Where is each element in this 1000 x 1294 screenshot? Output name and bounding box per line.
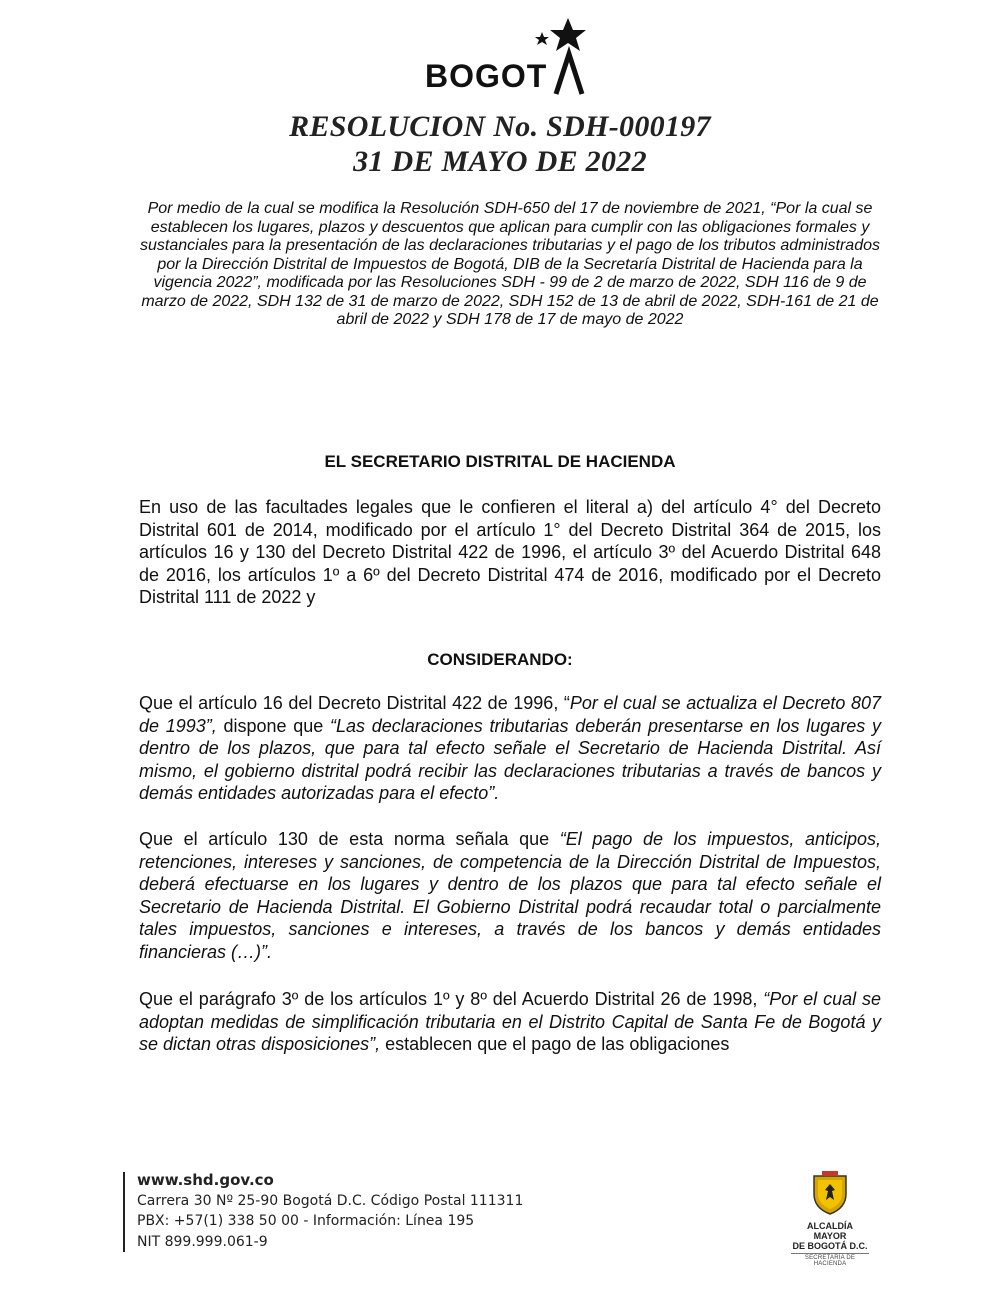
coat-of-arms-icon bbox=[810, 1170, 850, 1216]
footer-address: Carrera 30 Nº 25-90 Bogotá D.C. Código Postal 111311 bbox=[137, 1192, 524, 1209]
considering-paragraph-3 bbox=[139, 988, 881, 1056]
considering-paragraph-2 bbox=[139, 828, 881, 963]
logo-star-icon bbox=[422, 14, 592, 100]
p1-text-c: dispone que bbox=[216, 715, 331, 736]
p1-quote: “Las declaraciones tributarias deberán presentarse en los lugares y dentro de los plazos, que para tal efecto señale el Secretario de Hacienda Distrital. Así mismo, el gobierno distrital podrá recibir las declaraciones tributarias a través de bancos y demás entidades autorizadas para el efecto”. bbox=[139, 715, 882, 803]
p3-text-a: Que el parágrafo 3º de los artículos 1º y 8º del Acuerdo Distrital 26 de 1998, bbox=[139, 989, 764, 1009]
powers-paragraph: En uso de las facultades legales que le confieren el literal a) del artículo 4° del Decreto Distrital 601 de 2014, modificado por el artículo 1° del Decreto Distrital 364 de 2015, los artículos 16 y 130 del Decreto Distrital 422 de 1996, el artículo 3º del Acuerdo Distrital 648 de 2016, los artículos 1º a 6º del Decreto Distrital 474 de 2016, modificado por el Decreto Distrital 111 de 2022 y bbox=[139, 497, 881, 607]
footer-contact bbox=[137, 1170, 523, 1252]
resolution-title: RESOLUCION No. SDH-000197 bbox=[289, 110, 711, 143]
footer-phone: PBX: +57(1) 338 50 00 - Información: Línea 195 bbox=[137, 1213, 475, 1229]
considering-paragraph-1 bbox=[139, 692, 881, 805]
p3-text-c: establecen que el pago de las obligaciones bbox=[380, 1034, 730, 1054]
alcaldia-crest bbox=[790, 1170, 870, 1267]
p3-quote: “Por el cual se adoptan medidas de simplificación tributaria en el Distrito Capital de Santa Fe de Bogotá y se dictan otras disposiciones”, bbox=[139, 989, 881, 1054]
p2-quote: “El pago de los impuestos, anticipos, retenciones, intereses y sanciones, de competencia de la Dirección Distrital de Impuestos, deberá efectuarse en los lugares y dentro de los plazos que para tal efecto señale el Secretario de Hacienda Distrital. El Gobierno Distrital podrá recaudar total o parcialmente tales impuestos, sanciones e intereses, a través de los bancos y demás entidades financieras (…)”. bbox=[139, 829, 881, 962]
p2-text-a: Que el artículo 130 de esta norma señala que bbox=[139, 829, 560, 849]
logo-text: BOGOT bbox=[425, 58, 548, 94]
crest-rule bbox=[791, 1253, 869, 1254]
p1-text-a: Que el artículo 16 del Decreto Distrital 422 de 1996, “ bbox=[139, 693, 570, 713]
signatory-heading: EL SECRETARIO DISTRITAL DE HACIENDA bbox=[324, 452, 676, 471]
resolution-date: 31 DE MAYO DE 2022 bbox=[353, 145, 647, 178]
footer-nit: NIT 899.999.061-9 bbox=[137, 1233, 268, 1250]
crest-line-3: SECRETARÍA DE HACIENDA bbox=[804, 1255, 856, 1267]
bogota-logo bbox=[422, 14, 592, 100]
crest-line-1: ALCALDÍA MAYOR bbox=[807, 1221, 853, 1241]
p1-quote-title: Por el cual se actualiza el Decreto 807 de 1993”, bbox=[139, 693, 882, 736]
crest-line-2: DE BOGOTÁ D.C. bbox=[792, 1241, 868, 1251]
footer-website: www.shd.gov.co bbox=[137, 1171, 274, 1189]
footer-divider bbox=[123, 1172, 125, 1252]
resolution-summary: Por medio de la cual se modifica la Resolución SDH-650 del 17 de noviembre de 2021, “Por la cual se establecen los lugares, plazos y descuentos que aplican para cumplir con las obligaciones formales y sustanciales para la presentación de las declaraciones tributarias y el pago de los tributos administrados por la Dirección Distrital de Impuestos de Bogotá, DIB de la Secretaría Distrital de Hacienda para la vigencia 2022”, modificada por las Resoluciones SDH - 99 de 2 de marzo de 2022, SDH 116 de 9 de marzo de 2022, SDH 132 de 31 de marzo de 2022, SDH 152 de 13 de abril de 2022, SDH-161 de 21 de abril de 2022 y SDH 178 de 17 de mayo de 2022 bbox=[140, 200, 880, 328]
considering-heading: CONSIDERANDO: bbox=[427, 650, 573, 669]
